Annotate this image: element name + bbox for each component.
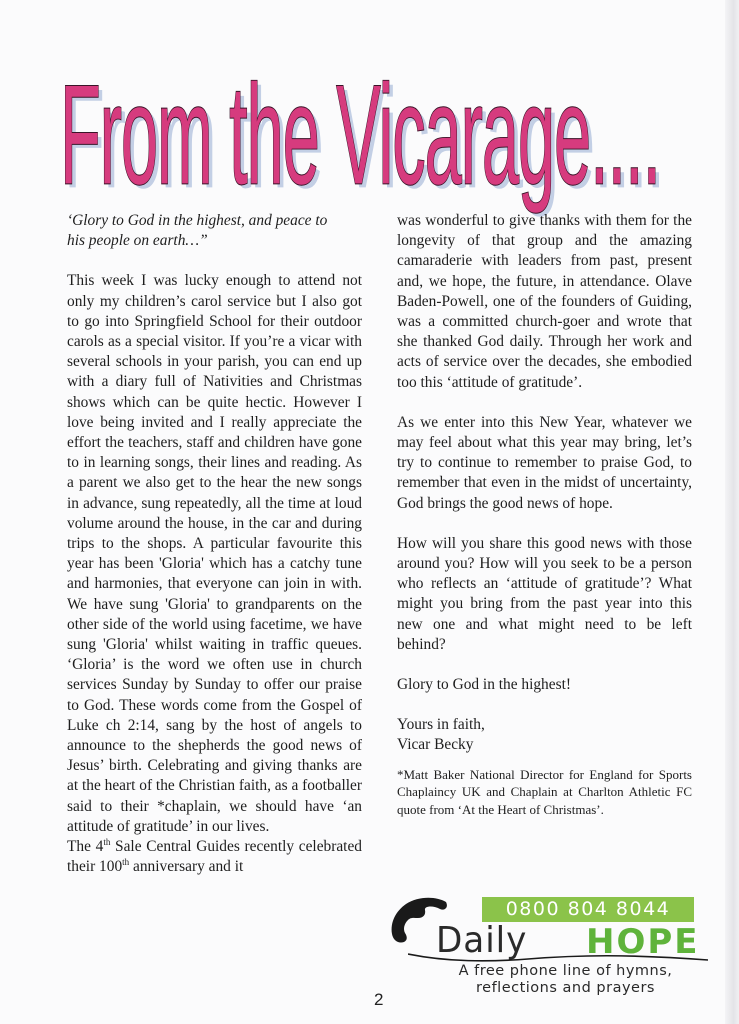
title-shadow: From the Vicarage.... — [64, 59, 664, 218]
tagline-line-2: reflections and prayers — [476, 980, 655, 996]
paragraph-questions: How will you share this good news with those around you? How will you seek to be a person who reflects an ‘attitude of gratitude’? What might you bring from the past year into this new one and what might need to be left behind? — [397, 534, 692, 653]
right-column — [397, 211, 692, 818]
signoff-name: Vicar Becky — [397, 736, 474, 754]
brand-hope: HOPE — [586, 922, 700, 962]
page-number: 2 — [374, 990, 384, 1009]
left-column — [67, 211, 362, 878]
signoff-line-1: Yours in faith, — [397, 716, 485, 734]
brand-daily: Daily — [436, 920, 528, 961]
page-title — [60, 30, 700, 220]
daily-hope-tagline — [428, 963, 703, 997]
text-fragment: anniversary and it — [129, 858, 244, 876]
opening-quote — [67, 211, 362, 251]
text-fragment: Sale Central Guides recently celebrated their 100 — [67, 838, 362, 876]
quote-line-2: his people on earth…” — [67, 232, 208, 250]
title-text: From the Vicarage.... — [60, 55, 660, 214]
superscript: th — [122, 857, 130, 868]
paragraph-carols: This week I was lucky enough to attend not only my children’s carol service but I also got to go into Springfield School for their outdoor carols as a special visitor. If you’re a vicar with several schools in your parish, you can end up with a diary full of Nativities and Christmas shows which can be quite hectic. However I love being invited and I really appreciate the effort the teachers, staff and children have gone to in learning songs, their lines and reading. As a parent we also get to the hear the new songs in advance, sung repeatedly, all the time at loud volume around the house, in the car and during trips to the shops. A particular favourite this year has been 'Gloria' which has a catchy tune and harmonies, that everyone can join in with. We have sung 'Gloria' to grandparents on the other side of the world using facetime, we have sung 'Gloria' whilst waiting in traffic queues. ‘Gloria’ is the word we often use in church services Sunday by Sunday to offer our praise to God. These words come from the Gospel of Luke ch 2:14, sang by the host of angels to announce to the shepherds the good news of Jesus’ birth. Celebrating and giving thanks are at the heart of the Christian faith, as a footballer said to their *chaplain, we should have ‘an attitude of gratitude’ in our lives. — [67, 272, 362, 835]
superscript: th — [103, 837, 111, 848]
phone-number: 0800 804 8044 — [482, 897, 694, 922]
paragraph-new-year: As we enter into this New Year, whatever we may feel about what this year may bring, let’s try to continue to remember to praise God, to remember that even in the midst of uncertainty, God brings the good news of hope. — [397, 413, 692, 512]
quote-line-1: ‘Glory to God in the highest, and peace to — [67, 212, 328, 229]
signoff — [397, 715, 692, 755]
tagline-line-1: A free phone line of hymns, — [458, 963, 673, 979]
page-edge-shadow — [725, 0, 739, 1024]
daily-hope-advert — [388, 892, 708, 996]
closing-line: Glory to God in the highest! — [397, 676, 571, 694]
footnote: *Matt Baker National Director for England for Sports Chaplaincy UK and Chaplain at Charlton Athletic FC quote from ‘At the Heart of Christmas’. — [397, 766, 692, 817]
text-fragment: The 4 — [67, 838, 104, 856]
paragraph-guides — [67, 837, 362, 877]
paragraph-guiding: was wonderful to give thanks with them for the longevity of that group and the amazing camaraderie with leaders from past, present and, we hope, the future, in attendance. Olave Baden-Powell, one of the founders of Guiding, was a committed church-goer and wrote that she thanked God daily. Through her work and acts of service over the decades, she embodied too this ‘attitude of gratitude’. — [397, 212, 692, 391]
